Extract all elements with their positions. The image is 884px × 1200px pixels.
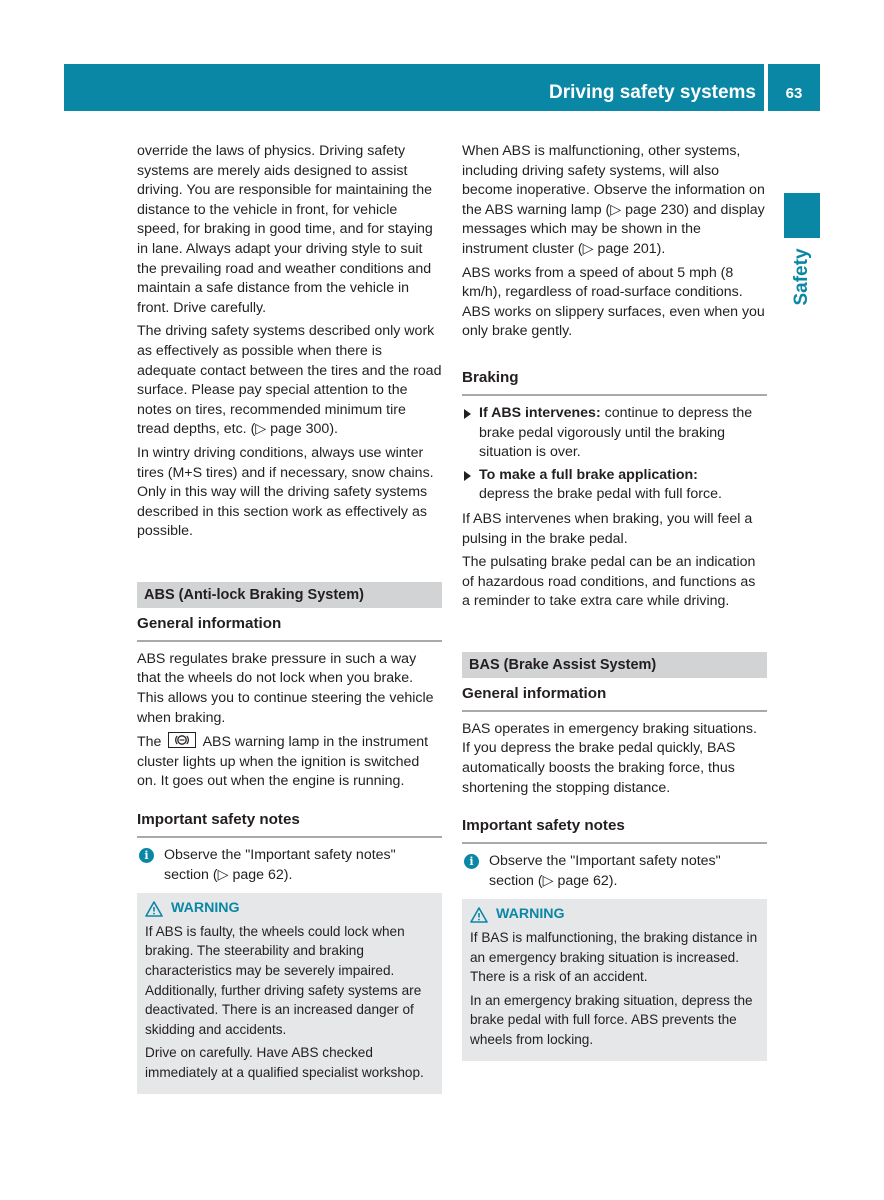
paragraph: BAS operates in emergency braking situations. If you depress the brake pedal quickly, BAS automatically boosts the braking force, thus shortening the stopping distance.: [462, 720, 757, 796]
paragraph: ABS works from a speed of about 5 mph (8 km/h), regardless of road-surface conditions. ABS works on slippery surfaces, even when you only brake gently.: [462, 264, 765, 340]
section-bar-abs: ABS (Anti-lock Braking System): [137, 582, 442, 608]
paragraph: In wintry driving conditions, always use winter tires (M+S tires) and if necessary, snow chains. Only in this way will the driving safety systems described in this section work as effectively as possible.: [137, 444, 434, 540]
list-item-text: [479, 466, 722, 505]
warning-triangle-icon: [145, 901, 163, 917]
text: continue to depress the brake pedal vigorously until the braking situation is over.: [479, 404, 753, 461]
note-text: Observe the "Important safety notes" section (▷ page 62).: [164, 847, 396, 883]
list-item: [462, 404, 767, 463]
text: depress the brake pedal with full force.: [479, 486, 722, 503]
warning-triangle-icon: [470, 907, 488, 923]
list-item-text: [479, 404, 767, 463]
paragraph: If ABS intervenes when braking, you will feel a pulsing in the brake pedal.: [462, 510, 753, 547]
paragraph: override the laws of physics. Driving safety systems are merely aids designed to assist driving. You are responsible for maintaining the distance to the vehicle in front, for vehicle speed, for braking in good time, and for staying in lane. Always adapt your driving style to suit the prevailing road and weather conditions and maintain a safe distance from the vehicle in front. Drive carefully.: [137, 143, 433, 316]
warning-heading: [145, 899, 434, 919]
subheading-safety-notes: Important safety notes: [462, 816, 767, 844]
info-note: [462, 852, 767, 891]
side-tab-label: Safety: [791, 248, 812, 306]
warning-text: In an emergency braking situation, depress the brake pedal with full force. ABS prevents the wheels from locking.: [470, 992, 753, 1047]
right-column: [462, 142, 767, 1061]
paragraph: When ABS is malfunctioning, other systems, including driving safety systems, will also become inoperative. Observe the information on the ABS warning lamp (▷ page 230) and display messages which may be shown in the instrument cluster (▷ page 201).: [462, 143, 765, 257]
bold-lead: To make a full brake application:: [479, 466, 698, 483]
info-note: [137, 846, 442, 885]
warning-title: WARNING: [171, 900, 240, 917]
paragraph: ABS regulates brake pressure in such a way that the wheels do not lock when you brake. This allows you to continue steering the vehicle when braking.: [137, 650, 434, 726]
list-item: [462, 466, 767, 505]
bold-lead: If ABS intervenes:: [479, 404, 601, 421]
bullet-arrow-icon: [464, 409, 471, 419]
text: The: [137, 734, 162, 751]
warning-heading: [470, 905, 759, 925]
info-icon: i: [139, 848, 154, 863]
subheading-safety-notes: Important safety notes: [137, 810, 442, 838]
left-column: [137, 142, 442, 1094]
header-title: Driving safety systems: [549, 82, 756, 103]
warning-box: [137, 893, 442, 1093]
paragraph: The pulsating brake pedal can be an indication of hazardous road conditions, and functions as a reminder to take extra care while driving.: [462, 554, 756, 610]
note-text: Observe the "Important safety notes" section (▷ page 62).: [489, 853, 721, 889]
subheading-general-info: General information: [137, 614, 442, 642]
warning-text: Drive on carefully. Have ABS checked immediately at a qualified specialist workshop.: [145, 1045, 424, 1080]
page-header: [64, 64, 820, 111]
warning-box: [462, 899, 767, 1060]
section-bar-bas: BAS (Brake Assist System): [462, 652, 767, 678]
bullet-arrow-icon: [464, 471, 471, 481]
paragraph: The driving safety systems described only work as effectively as possible when there is adequate contact between the tires and the road surface. Please pay special attention to the notes on tires, recommended minimum tire tread depths, etc. (▷ page 300).: [137, 323, 442, 438]
warning-text: If ABS is faulty, the wheels could lock when braking. The steerability and braking characteristics may be severely impaired. Additionally, further driving safety systems are deactivated. There is an increased danger of skidding and accidents.: [145, 923, 422, 1037]
info-icon: i: [464, 854, 479, 869]
warning-text: If BAS is malfunctioning, the braking distance in an emergency braking situation is increased. There is a risk of an accident.: [470, 930, 758, 985]
text: ABS warning lamp in the instrument cluster lights up when the ignition is switched on. It goes out when the engine is running.: [137, 734, 429, 790]
page-number: 63: [785, 85, 803, 102]
warning-title: WARNING: [496, 906, 565, 923]
paragraph-abs-lamp: [137, 732, 442, 792]
subheading-braking: Braking: [462, 368, 767, 396]
subheading-general-info: General information: [462, 684, 767, 712]
abs-warning-lamp-icon: [168, 732, 196, 748]
